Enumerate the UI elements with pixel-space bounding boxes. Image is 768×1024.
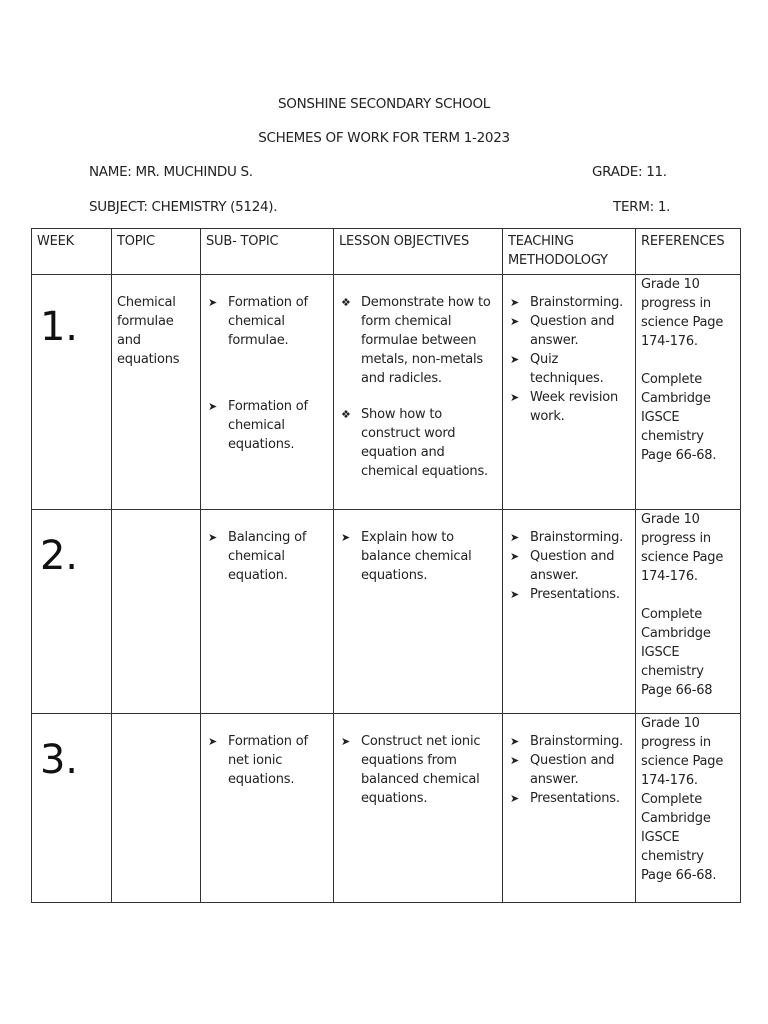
topic-cell: Chemical formulae and equations <box>112 275 201 510</box>
references-cell <box>636 275 741 510</box>
list-item: ❖ Show how to construct word equation and chemical equations. <box>339 405 497 481</box>
header-methodology: TEACHING METHODOLOGY <box>503 229 636 275</box>
list-item: ❖ Demonstrate how to form chemical formulae between metals, non-metals and radicles. <box>339 293 497 388</box>
methodology-cell <box>503 275 636 510</box>
subtopic-cell <box>201 714 334 903</box>
list-item: ➤ Week revision work. <box>508 388 630 426</box>
methodology-cell <box>503 714 636 903</box>
topic-cell <box>112 510 201 714</box>
week-number: 2. <box>32 510 112 714</box>
list-item: ➤ Construct net ionic equations from balanced chemical equations. <box>339 732 497 808</box>
reference: Complete Cambridge IGSCE chemistry Page 66-68. <box>641 792 717 883</box>
reference: Complete Cambridge IGSCE chemistry Page 66-68. <box>641 372 717 463</box>
subtopic-cell <box>201 510 334 714</box>
school-name: SONSHINE SECONDARY SCHOOL <box>277 96 491 112</box>
table-row <box>32 510 741 714</box>
header-subtopic: SUB- TOPIC <box>201 229 334 275</box>
list-item: ➤ Presentations. <box>508 789 630 808</box>
references-cell <box>636 714 741 903</box>
list-item: ➤ Question and answer. <box>508 312 630 350</box>
reference: Grade 10 progress in science Page 174-176. <box>641 512 724 584</box>
list-item: ➤ Balancing of chemical equation. <box>206 528 328 585</box>
list-item: ➤ Formation of net ionic equations. <box>206 732 328 789</box>
list-item: ➤ Formation of chemical equations. <box>206 397 328 454</box>
header-topic: TOPIC <box>112 229 201 275</box>
reference: Grade 10 progress in science Page 174-176. <box>641 277 724 349</box>
list-item: ➤ Formation of chemical formulae. <box>206 293 328 350</box>
list-item: ➤ Question and answer. <box>508 547 630 585</box>
term: TERM: 1. <box>613 199 671 215</box>
list-item: ➤ Brainstorming. <box>508 528 630 547</box>
list-item: ➤ Question and answer. <box>508 751 630 789</box>
objectives-cell <box>334 275 503 510</box>
table-row <box>32 714 741 903</box>
week-number: 1. <box>32 275 112 510</box>
objectives-cell <box>334 714 503 903</box>
teacher-name: NAME: MR. MUCHINDU S. <box>89 164 253 180</box>
week-number: 3. <box>32 714 112 903</box>
document-title: SCHEMES OF WORK FOR TERM 1-2023 <box>258 130 510 146</box>
header-references: REFERENCES <box>636 229 741 275</box>
list-item: ➤ Brainstorming. <box>508 293 630 312</box>
methodology-cell <box>503 510 636 714</box>
list-item: ➤ Presentations. <box>508 585 630 604</box>
table-row <box>32 275 741 510</box>
scheme-table <box>31 228 741 903</box>
grade: GRADE: 11. <box>592 164 667 180</box>
topic-cell <box>112 714 201 903</box>
objectives-cell <box>334 510 503 714</box>
list-item: ➤ Brainstorming. <box>508 732 630 751</box>
reference: Complete Cambridge IGSCE chemistry Page 66-68 <box>641 607 713 698</box>
list-item: ➤ Explain how to balance chemical equations. <box>339 528 497 585</box>
header-objectives: LESSON OBJECTIVES <box>334 229 503 275</box>
header-week: WEEK <box>32 229 112 275</box>
references-cell <box>636 510 741 714</box>
header-row <box>32 229 741 275</box>
reference: Grade 10 progress in science Page 174-176. <box>641 716 724 788</box>
subject: SUBJECT: CHEMISTRY (5124). <box>89 199 278 215</box>
list-item: ➤ Quiz techniques. <box>508 350 630 388</box>
subtopic-cell <box>201 275 334 510</box>
